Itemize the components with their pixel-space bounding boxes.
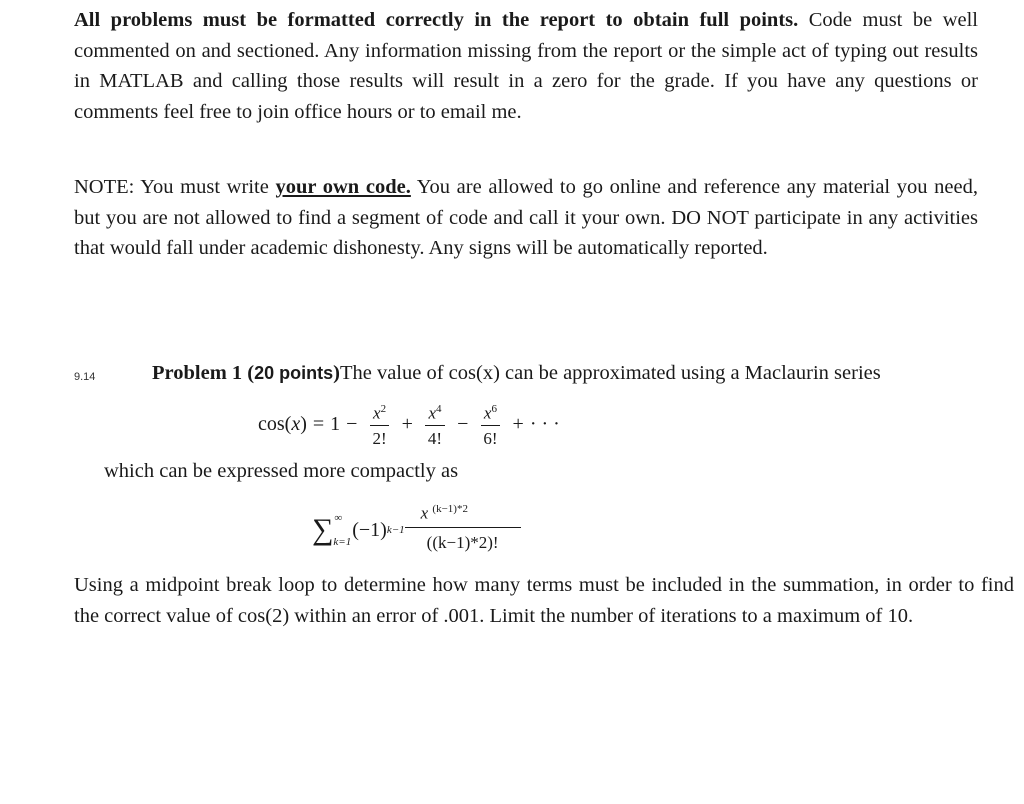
formatting-instructions	[74, 5, 978, 128]
note-emphasis: your own code.	[275, 176, 411, 198]
academic-honesty-note	[74, 172, 978, 264]
series-one: 1	[330, 412, 341, 435]
term3-num: x	[483, 403, 492, 423]
term2-den: 4!	[427, 429, 443, 449]
series-lhs-close: )	[300, 412, 307, 435]
term1-den: 2!	[372, 429, 387, 449]
task-description: Using a midpoint break loop to determine how many terms must be included in the summation, in order to find the correct value of cos(2) within an error of .001. Limit the number of iterations to a maximum of 10.	[74, 574, 1014, 627]
sign-exponent: k−1	[386, 524, 405, 536]
summation-limits	[333, 512, 352, 548]
summand-num-exp: (k−1)*2	[432, 503, 468, 516]
note-text: You are allowed to go online and reference any material you need, but you are not allowed to find a segment of code and call it your own. DO NOT participate in any activities that would fall under academic dishonesty. Any signs will be automatically reported.	[74, 176, 979, 260]
sign-factor: (−1)	[352, 518, 387, 541]
compact-form-text: which can be expressed more compactly as	[104, 460, 459, 482]
problem-statement: The value of cos(x) can be approximated using a Maclaurin series	[339, 362, 881, 384]
term3-den: 6!	[483, 429, 498, 449]
problem-text	[152, 358, 881, 388]
problem-title-end: )	[333, 362, 340, 384]
series-minus-2: −	[457, 412, 469, 435]
summation-equation	[312, 500, 521, 560]
series-term-3	[480, 398, 500, 451]
series-term-2	[425, 398, 445, 451]
series-ellipsis: · · ·	[529, 412, 560, 435]
maclaurin-series-equation	[258, 392, 560, 456]
problem-points: 20 points	[254, 363, 334, 383]
term1-num: x	[373, 403, 381, 423]
series-minus-1: −	[346, 412, 358, 435]
series-term-1	[369, 398, 389, 451]
upper-limit: ∞	[334, 512, 343, 524]
summand-num-base: x	[420, 503, 429, 523]
summation-fraction	[405, 497, 521, 555]
problem-number: 9.14	[74, 371, 96, 383]
series-plus-2: +	[512, 412, 524, 435]
series-var: x	[291, 412, 301, 435]
note-lead: NOTE: You must write	[74, 176, 276, 198]
sigma-symbol: ∑	[312, 513, 334, 546]
series-plus-1: +	[401, 412, 413, 435]
summand-den: ((k−1)*2)!	[426, 532, 499, 552]
lower-limit: k=1	[333, 536, 352, 548]
term2-num: x	[428, 403, 437, 423]
problem-title: Problem 1 (	[152, 362, 255, 384]
term2-exp: 4	[436, 402, 442, 415]
series-equals: =	[312, 412, 325, 435]
formatting-bold-lead: All problems must be formatted correctly in the report to obtain full points.	[74, 9, 799, 31]
term3-exp: 6	[491, 402, 497, 415]
term1-exp: 2	[380, 402, 387, 415]
series-lhs: cos(	[258, 412, 292, 435]
formatting-text: Code must be well commented on and sectioned. Any information missing from the report or the simple act of typing out results in MATLAB and calling those results will result in a zero for the grade. If you have any questions or comments feel free to join office hours or to email me.	[74, 9, 978, 124]
